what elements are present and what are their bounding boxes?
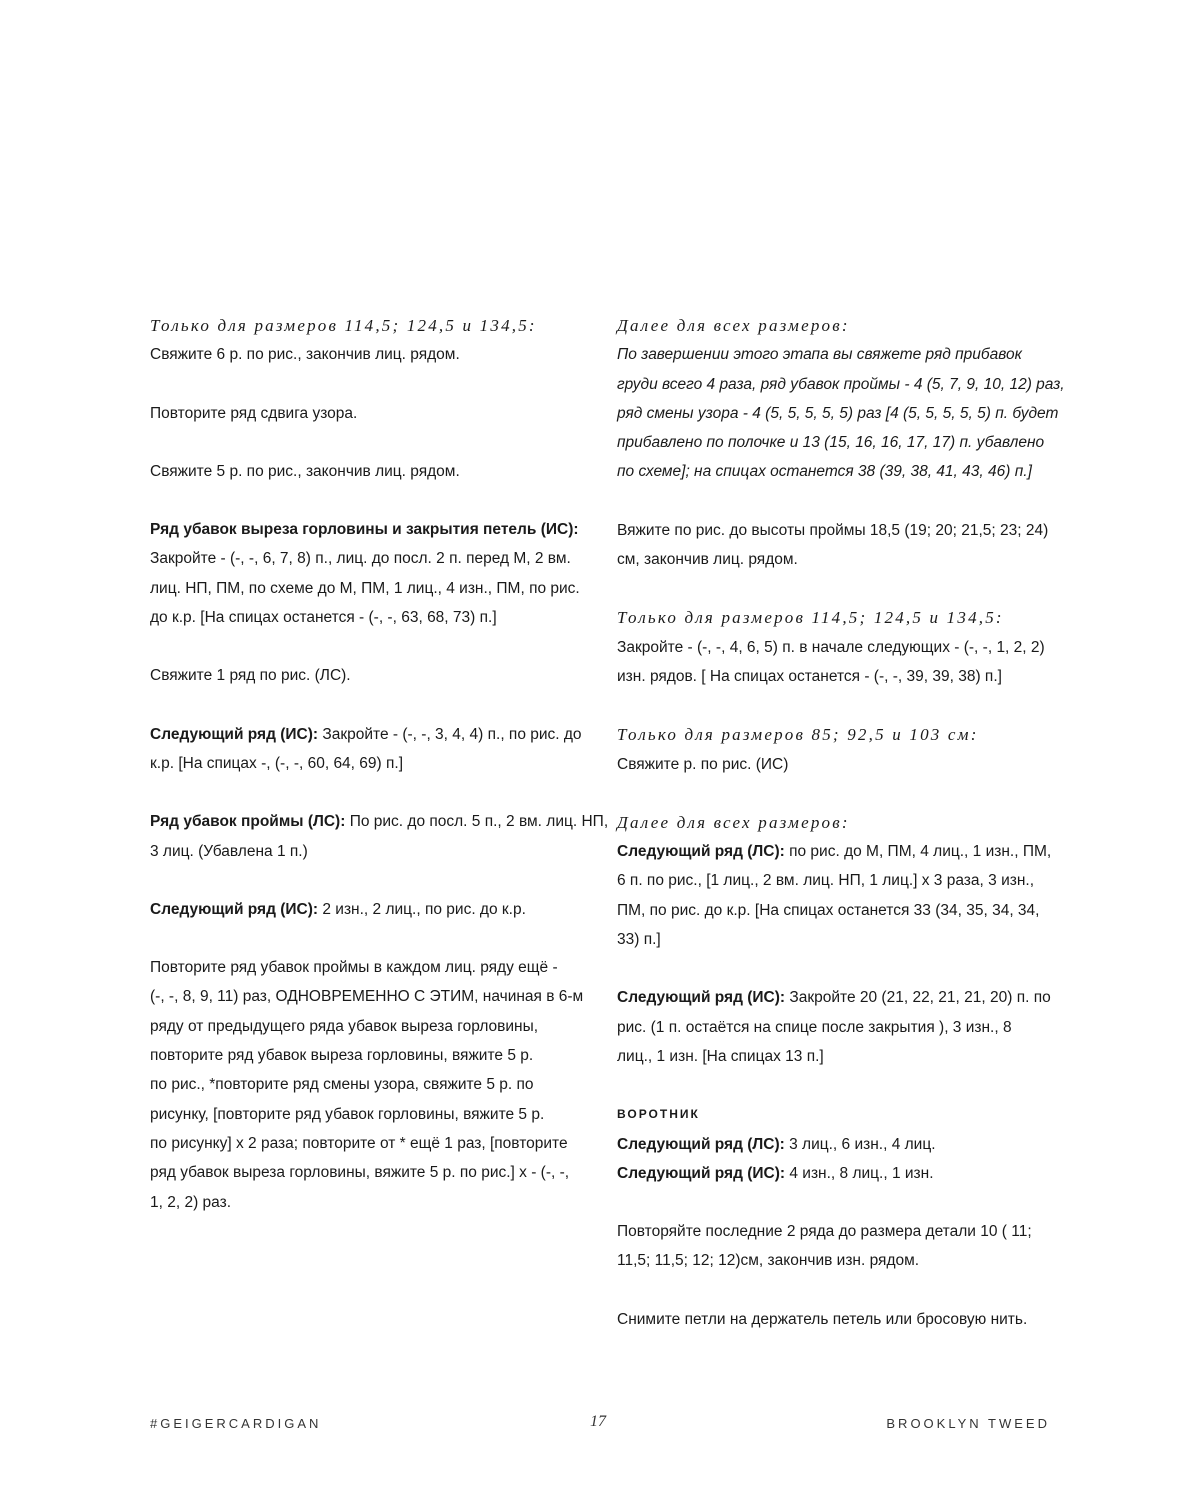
right-column [617, 311, 1065, 1363]
instruction-text: до к.р. [На спицах останется - (-, -, 63, 68, 73) п.] [150, 609, 497, 627]
instruction-text: лиц., 1 изн. [На спицах 13 п.] [617, 1047, 824, 1065]
all-sizes-section [617, 808, 1057, 954]
instruction-text: рисунку, [повторите ряд убавок горловины, вяжите 5 р. [150, 1105, 545, 1123]
row-label: Следующий ряд (ИС): [617, 989, 786, 1007]
instruction-paragraph [617, 516, 1057, 575]
instruction-text: Вяжите по рис. до высоты проймы 18,5 (19; 20; 21,5; 23; 24) [617, 521, 1049, 539]
instruction-text: Свяжите 6 р. по рис., закончив лиц. рядом. [150, 346, 460, 364]
instruction-text: 1, 2, 2) раз. [150, 1193, 232, 1211]
row-label: Следующий ряд (ИС): [150, 900, 319, 918]
section-heading: Только для размеров 114,5; 124,5 и 134,5: [617, 608, 1004, 628]
instruction-text: по рисунку] х 2 раза; повторите от * ещё 1 раз, [повторите [150, 1134, 568, 1152]
instruction-text: 33) п.] [617, 931, 661, 949]
instruction-text: по схеме]; на спицах останется 38 (39, 38, 41, 43, 46) п.] [617, 463, 1032, 481]
collar-section [617, 1100, 1057, 1188]
instruction-text: повторите ряд убавок выреза горловины, вяжите 5 р. [150, 1047, 534, 1065]
instruction-text: По рис. до посл. 5 п., 2 вм. лиц. НП, [345, 813, 609, 831]
sizes-85-103-section [617, 720, 1057, 779]
instruction-text: по рис. до М, ПМ, 4 лиц., 1 изн., ПМ, [784, 843, 1052, 861]
left-column [150, 311, 609, 1246]
instruction-text: по рис., *повторите ряд смены узора, свяжите 5 р. по [150, 1076, 534, 1094]
instruction-text: Свяжите 5 р. по рис., закончив лиц. рядом. [150, 462, 460, 480]
instruction-text: 6 п. по рис., [1 лиц., 2 вм. лиц. НП, 1 лиц.] х 3 раза, 3 изн., [617, 872, 1035, 890]
instruction-text: Повторяйте последние 2 ряда до размера детали 10 ( 11; [617, 1223, 1032, 1241]
instruction-text: Повторите ряд убавок проймы в каждом лиц. ряду ещё - [150, 959, 558, 977]
sizes-114-134-section [617, 603, 1057, 691]
instruction-text: ряд смены узора - 4 (5, 5, 5, 5, 5) раз [4 (5, 5, 5, 5, 5) п. будет [617, 404, 1059, 422]
instruction-text: Свяжите 1 ряд по рис. (ЛС). [150, 667, 351, 685]
instruction-text: Закройте - (-, -, 3, 4, 4) п., по рис. до [318, 725, 582, 743]
row-label: Следующий ряд (ЛС): [617, 1135, 785, 1153]
instruction-paragraph [617, 1217, 1057, 1276]
instruction-paragraph [150, 399, 590, 428]
instruction-text: к.р. [На спицах -, (-, -, 60, 64, 69) п.] [150, 754, 404, 772]
section-heading: Только для размеров 114,5; 124,5 и 134,5: [150, 316, 537, 335]
row-label: Следующий ряд (ЛС): [617, 843, 785, 861]
row-label: Следующий ряд (ИС): [150, 725, 319, 743]
section-heading: Только для размеров 85; 92,5 и 103 см: [617, 725, 979, 745]
instruction-text: см, закончив лиц. рядом. [617, 551, 798, 569]
row-label: Следующий ряд (ИС): [617, 1164, 786, 1182]
instruction-text: Закройте 20 (21, 22, 21, 21, 20) п. по [785, 989, 1051, 1007]
section-heading: Далее для всех размеров: [617, 316, 850, 335]
neck-decrease-row-section [150, 515, 590, 632]
row-label: Ряд убавок выреза горловины и закрытия петель (ИС): [150, 521, 579, 539]
instruction-text: ПМ, по рис. до к.р. [На спицах останется 33 (34, 35, 34, 34, [617, 901, 1040, 919]
sizes-114-134-section [150, 311, 590, 370]
instruction-text: Закройте - (-, -, 6, 7, 8) п., лиц. до посл. 2 п. перед М, 2 вм. [150, 550, 571, 568]
instruction-text: 11,5; 11,5; 12; 12)см, закончив изн. рядом. [617, 1252, 920, 1270]
instruction-paragraph [617, 1305, 1057, 1334]
instruction-text: По завершении этого этапа вы свяжете ряд прибавок [617, 346, 1022, 364]
instruction-text: Свяжите р. по рис. (ИС) [617, 755, 789, 773]
instruction-paragraph [150, 457, 590, 486]
armhole-decrease-section [150, 807, 609, 866]
instruction-text: лиц. НП, ПМ, по схеме до М, ПМ, 1 лиц., 4 изн., ПМ, по рис. [150, 579, 580, 597]
repeat-decreases-paragraph [150, 953, 590, 1217]
collar-heading: ВОРОТНИК [617, 1107, 700, 1122]
instruction-text: рис. (1 п. остаётся на спице после закрытия ), 3 изн., 8 [617, 1018, 1012, 1036]
instruction-text: 4 изн., 8 лиц., 1 изн. [785, 1164, 934, 1182]
row-label: Ряд убавок проймы (ЛС): [150, 813, 346, 831]
next-row-ws-section [617, 983, 1057, 1071]
instruction-paragraph [150, 661, 590, 690]
instruction-text: 3 лиц. (Убавлена 1 п.) [150, 842, 308, 860]
page-number: 17 [590, 1413, 606, 1430]
instruction-text: 2 изн., 2 лиц., по рис. до к.р. [318, 900, 526, 918]
instruction-text: груди всего 4 раза, ряд убавок проймы - 4 (5, 7, 9, 10, 12) раз, [617, 375, 1065, 393]
all-sizes-section [617, 311, 1065, 487]
section-heading: Далее для всех размеров: [617, 812, 850, 832]
instruction-text: прибавлено по полочке и 13 (15, 16, 16, 17, 17) п. убавлено [617, 434, 1045, 452]
instruction-text: ряд убавок выреза горловины, вяжите 5 р. по рис.] х - (-, -, [150, 1164, 570, 1182]
instruction-text: 3 лиц., 6 изн., 4 лиц. [784, 1135, 936, 1153]
instruction-text: Снимите петли на держатель петель или бросовую нить. [617, 1310, 1028, 1328]
instruction-text: (-, -, 8, 9, 11) раз, ОДНОВРЕМЕННО С ЭТИМ, начиная в 6-м [150, 988, 584, 1006]
instruction-text: Повторите ряд сдвига узора. [150, 404, 358, 422]
instruction-text: изн. рядов. [ На спицах останется - (-, -, 39, 39, 38) п.] [617, 667, 1002, 685]
footer-brand: BROOKLYN TWEED [886, 1416, 1050, 1431]
next-row-ws-section [150, 720, 590, 779]
instruction-text: ряду от предыдущего ряда убавок выреза горловины, [150, 1017, 539, 1035]
instruction-text: Закройте - (-, -, 4, 6, 5) п. в начале следующих - (-, -, 1, 2, 2) [617, 638, 1045, 656]
footer-hashtag: #GEIGERCARDIGAN [150, 1416, 322, 1431]
next-row-ws-section [150, 895, 590, 924]
